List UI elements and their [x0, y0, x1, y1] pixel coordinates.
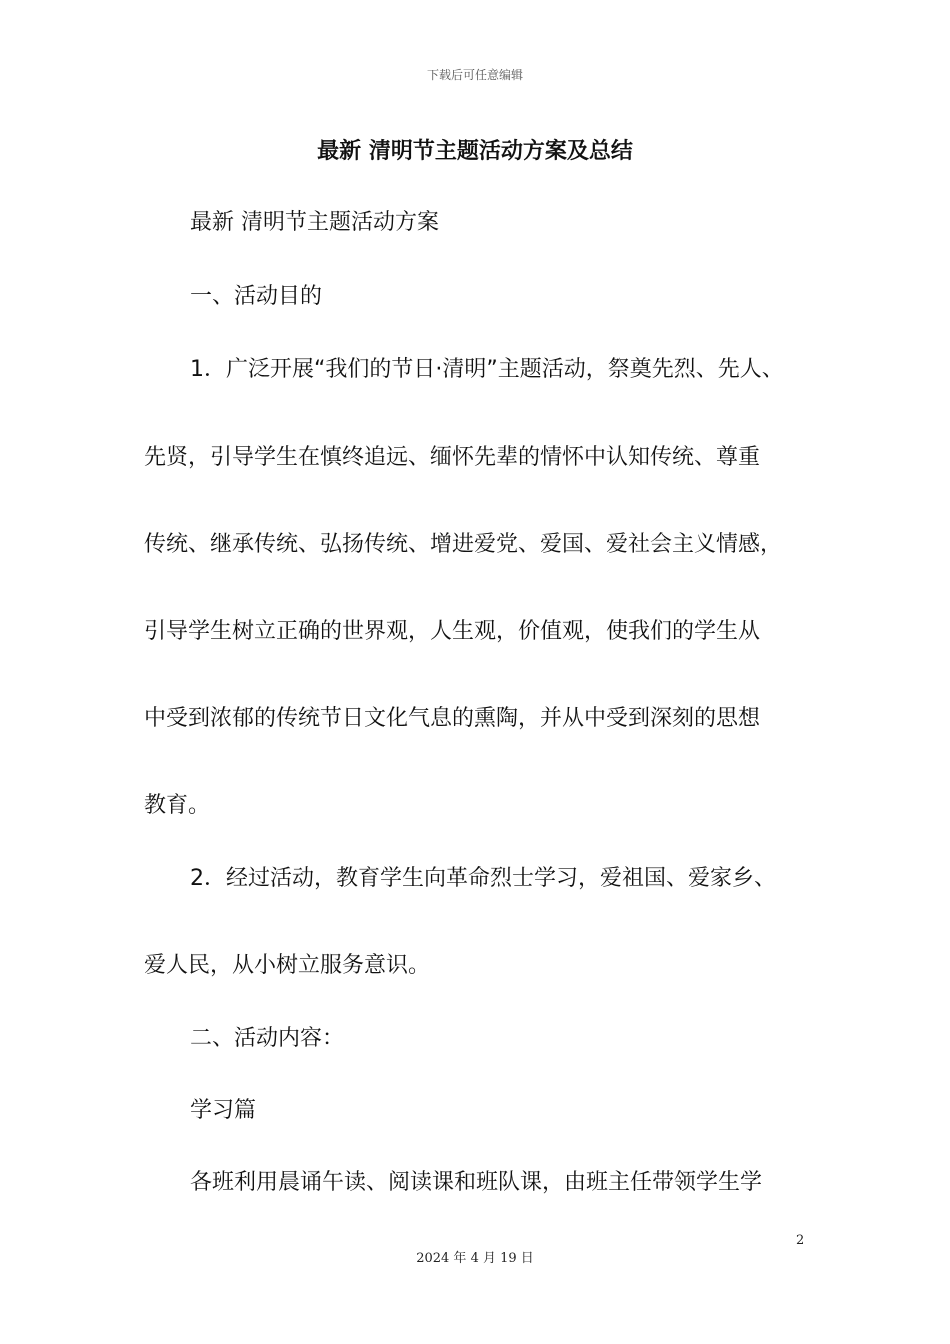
paragraph-line: 1．广泛开展“我们的节日·清明”主题活动，祭奠先烈、先人、: [190, 357, 784, 382]
paragraph-line: 各班利用晨诵午读、阅读课和班队课，由班主任带领学生学: [190, 1170, 763, 1195]
footer-date: 2024 年 4 月 19 日: [416, 1251, 534, 1266]
paragraph-line: 教育。: [144, 793, 211, 818]
section-heading-content: 二、活动内容：: [190, 1026, 345, 1051]
paragraph-line: 中受到浓郁的传统节日文化气息的熏陶，并从中受到深刻的思想: [144, 706, 761, 731]
paragraph-line: 2．经过活动，教育学生向革命烈士学习，爱祖国、爱家乡、: [190, 866, 776, 891]
document-title: 最新 清明节主题活动方案及总结: [317, 139, 633, 164]
section-heading-purpose: 一、活动目的: [190, 284, 323, 309]
subtitle-heading: 最新 清明节主题活动方案: [190, 210, 439, 235]
paragraph-line: 先贤，引导学生在慎终追远、缅怀先辈的情怀中认知传统、尊重: [144, 445, 761, 470]
subsection-heading: 学习篇: [190, 1098, 257, 1123]
page-header-note: 下载后可任意编辑: [426, 68, 523, 82]
paragraph-line: 爱人民，从小树立服务意识。: [144, 953, 431, 978]
paragraph-line: 引导学生树立正确的世界观，人生观，价值观，使我们的学生从: [144, 619, 761, 644]
paragraph-line: 传统、继承传统、弘扬传统、增进爱党、爱国、爱社会主义情感，: [144, 532, 783, 557]
page-number: 2: [796, 1233, 805, 1248]
